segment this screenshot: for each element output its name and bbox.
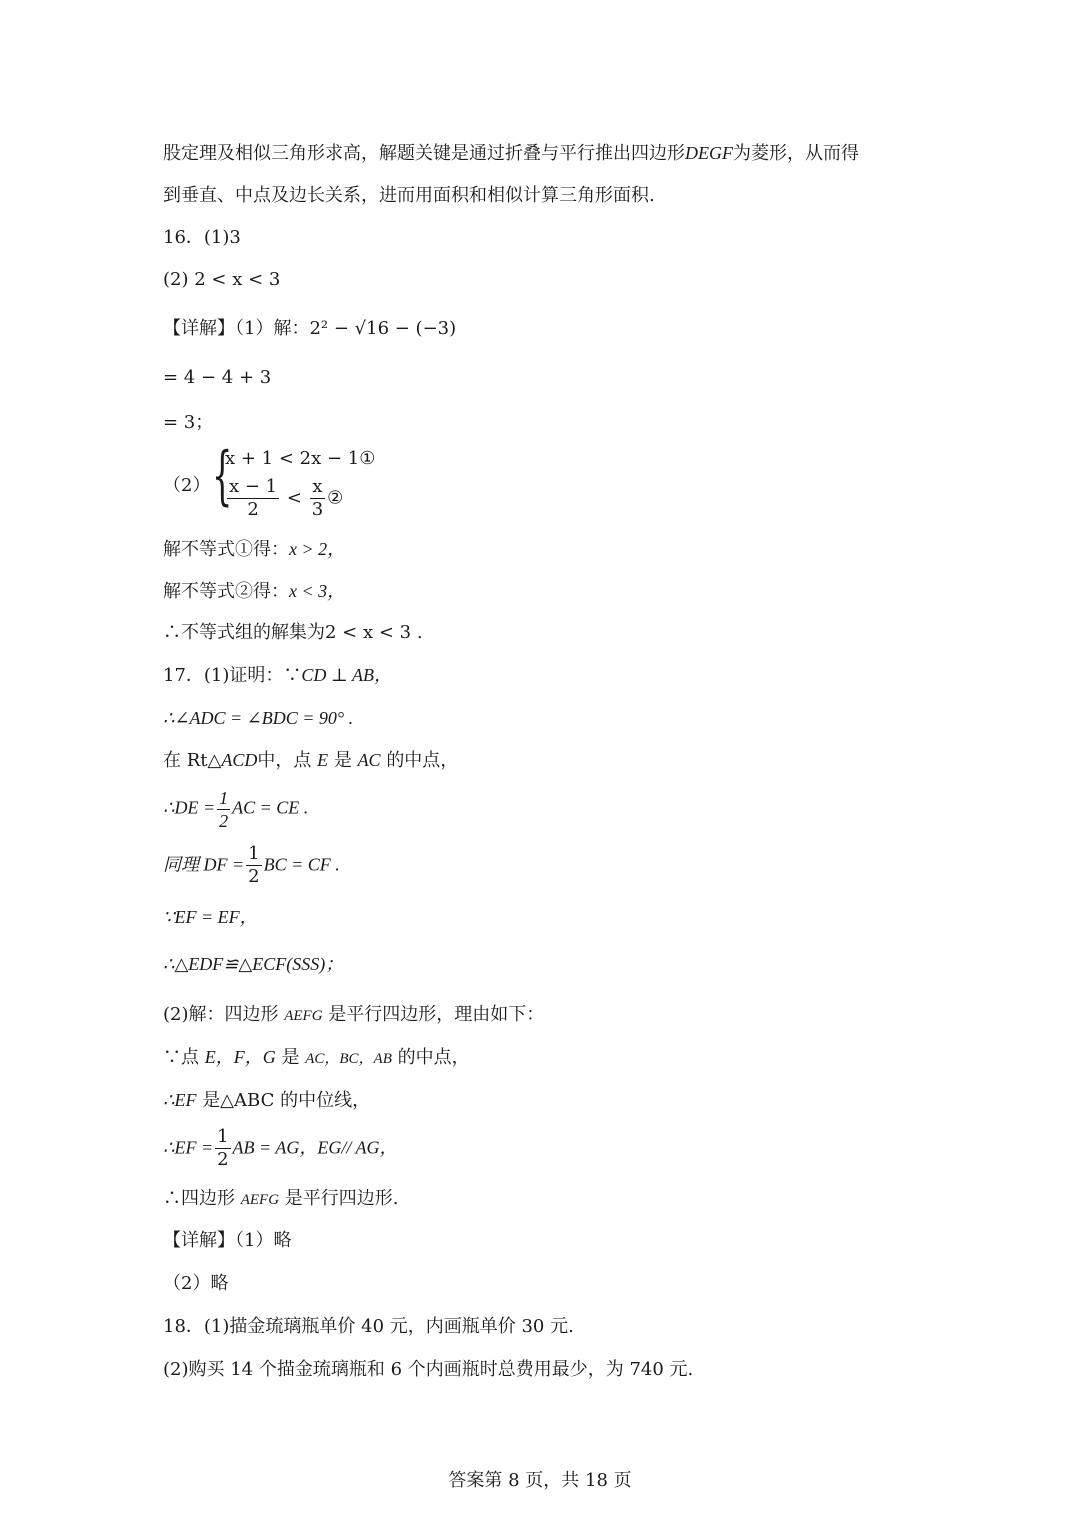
text: 为菱形，从而得 bbox=[733, 143, 859, 164]
text: 是平行四边形. bbox=[284, 1188, 399, 1209]
math-var: DEGF bbox=[685, 143, 733, 163]
denominator: 2 bbox=[247, 499, 259, 520]
text: 解不等式①得： bbox=[163, 539, 289, 560]
inequality-1: x + 1 < 2x − 1① bbox=[225, 448, 376, 469]
math-var: ∴EF bbox=[163, 1090, 197, 1110]
q16-step-2: = 3； bbox=[163, 412, 214, 433]
q17-line-6: ∵EF = EF， bbox=[163, 907, 258, 927]
paragraph-line-1 bbox=[163, 142, 859, 165]
operator: < bbox=[286, 487, 302, 509]
text: 是△ABC 的中位线， bbox=[202, 1090, 371, 1111]
text: 中，点 bbox=[257, 750, 312, 771]
text: ∴不等式组的解集为 bbox=[163, 622, 325, 643]
math-var: E bbox=[317, 750, 329, 770]
q17-detail-1: 【详解】（1）略 bbox=[163, 1230, 292, 1251]
q17-part2-line-5 bbox=[163, 1188, 399, 1211]
numerator: 1 bbox=[217, 1126, 229, 1147]
math-expr: AC = CE . bbox=[232, 797, 309, 818]
inequality-2 bbox=[225, 476, 343, 521]
q17-part2-line-3 bbox=[163, 1089, 370, 1112]
text: 是 bbox=[281, 1047, 300, 1068]
q16-system-label: （2） bbox=[163, 475, 211, 496]
text: 的中点， bbox=[397, 1047, 470, 1068]
q17-line-2: ∴∠ADC = ∠BDC = 90° . bbox=[163, 708, 354, 728]
circled-mark: ② bbox=[327, 487, 344, 509]
page-footer: 答案第 8 页，共 18 页 bbox=[448, 1470, 632, 1491]
text: 17．(1)证明：∵ bbox=[163, 665, 302, 686]
q17-line-4 bbox=[163, 787, 308, 832]
math-var: AEFG bbox=[240, 1192, 280, 1208]
system-brace: { bbox=[212, 439, 233, 513]
text: ∵点 bbox=[163, 1047, 199, 1068]
fraction bbox=[215, 1126, 230, 1171]
math-var: AEFG bbox=[284, 1008, 323, 1024]
denominator: 2 bbox=[219, 811, 229, 831]
math-expr: BC = CF . bbox=[263, 854, 340, 875]
denominator: 2 bbox=[217, 1149, 229, 1170]
fraction bbox=[246, 843, 261, 888]
math-expr: CD ⊥ AB， bbox=[301, 665, 393, 685]
q16-solution-1 bbox=[163, 538, 345, 561]
q18-answer-2: (2)购买 14 个描金琉璃瓶和 6 个内画瓶时总费用最少，为 740 元. bbox=[163, 1359, 694, 1380]
text: (2)解：四边形 bbox=[163, 1004, 279, 1025]
q17-line-5 bbox=[163, 843, 340, 888]
text: 股定理及相似三角形求高，解题关键是通过折叠与平行推出四边形 bbox=[163, 143, 685, 164]
q17-part2-line-2 bbox=[163, 1046, 470, 1070]
numerator: 1 bbox=[248, 843, 260, 864]
paragraph-line-2: 到垂直、中点及边长关系，进而用面积和相似计算三角形面积. bbox=[163, 185, 655, 206]
q17-line-7: ∴△EDF≌△ECF(SSS)； bbox=[163, 954, 344, 974]
math-expr: 2² − √16 − (−3) bbox=[309, 318, 457, 339]
text: 在 Rt△ bbox=[163, 750, 222, 771]
fraction bbox=[227, 476, 279, 521]
fraction bbox=[217, 787, 230, 832]
math-expr: ∴EF = bbox=[163, 1137, 214, 1158]
q16-step-1: = 4 − 4 + 3 bbox=[163, 367, 272, 388]
math-var: ACD bbox=[221, 750, 258, 770]
math-expr: AB = AG，EG// AG， bbox=[232, 1137, 398, 1158]
q16-detail bbox=[163, 318, 456, 340]
numerator: x − 1 bbox=[229, 476, 278, 497]
math-expr: 同理 DF = bbox=[163, 854, 245, 875]
text: ∴四边形 bbox=[163, 1188, 235, 1209]
text: 是平行四边形，理由如下： bbox=[328, 1004, 545, 1025]
denominator: 3 bbox=[311, 499, 324, 520]
q17-line-3 bbox=[163, 749, 458, 772]
q17-part2-heading bbox=[163, 1004, 544, 1027]
math-var: AC bbox=[357, 750, 381, 770]
numerator: 1 bbox=[219, 788, 229, 808]
q17-heading bbox=[163, 664, 392, 687]
fraction bbox=[310, 476, 325, 521]
math-expr: x > 2， bbox=[289, 539, 346, 559]
text: 是 bbox=[333, 750, 352, 771]
q16-solution-2 bbox=[163, 580, 345, 603]
q18-answer-1: 18．(1)描金琉璃瓶单价 40 元，内画瓶单价 30 元. bbox=[163, 1316, 574, 1337]
q17-detail-2: （2）略 bbox=[163, 1273, 229, 1294]
math-var: E，F，G bbox=[204, 1047, 276, 1067]
math-expr: x < 3， bbox=[289, 581, 346, 601]
q16-heading: 16．(1)3 bbox=[163, 227, 241, 248]
detail-label: 【详解】（1）解： bbox=[163, 318, 310, 339]
numerator: x bbox=[310, 476, 325, 499]
q16-answer-2: (2) 2 < x < 3 bbox=[163, 269, 281, 290]
text: 的中点， bbox=[386, 750, 459, 771]
text: 解不等式②得： bbox=[163, 581, 289, 602]
math-expr: ∴DE = bbox=[163, 797, 216, 818]
math-var: AC，BC，AB bbox=[305, 1051, 392, 1067]
q16-solution-3 bbox=[163, 622, 423, 644]
q17-part2-line-4 bbox=[163, 1126, 398, 1171]
math-expr: 2 < x < 3 . bbox=[325, 622, 423, 643]
denominator: 2 bbox=[248, 866, 260, 887]
